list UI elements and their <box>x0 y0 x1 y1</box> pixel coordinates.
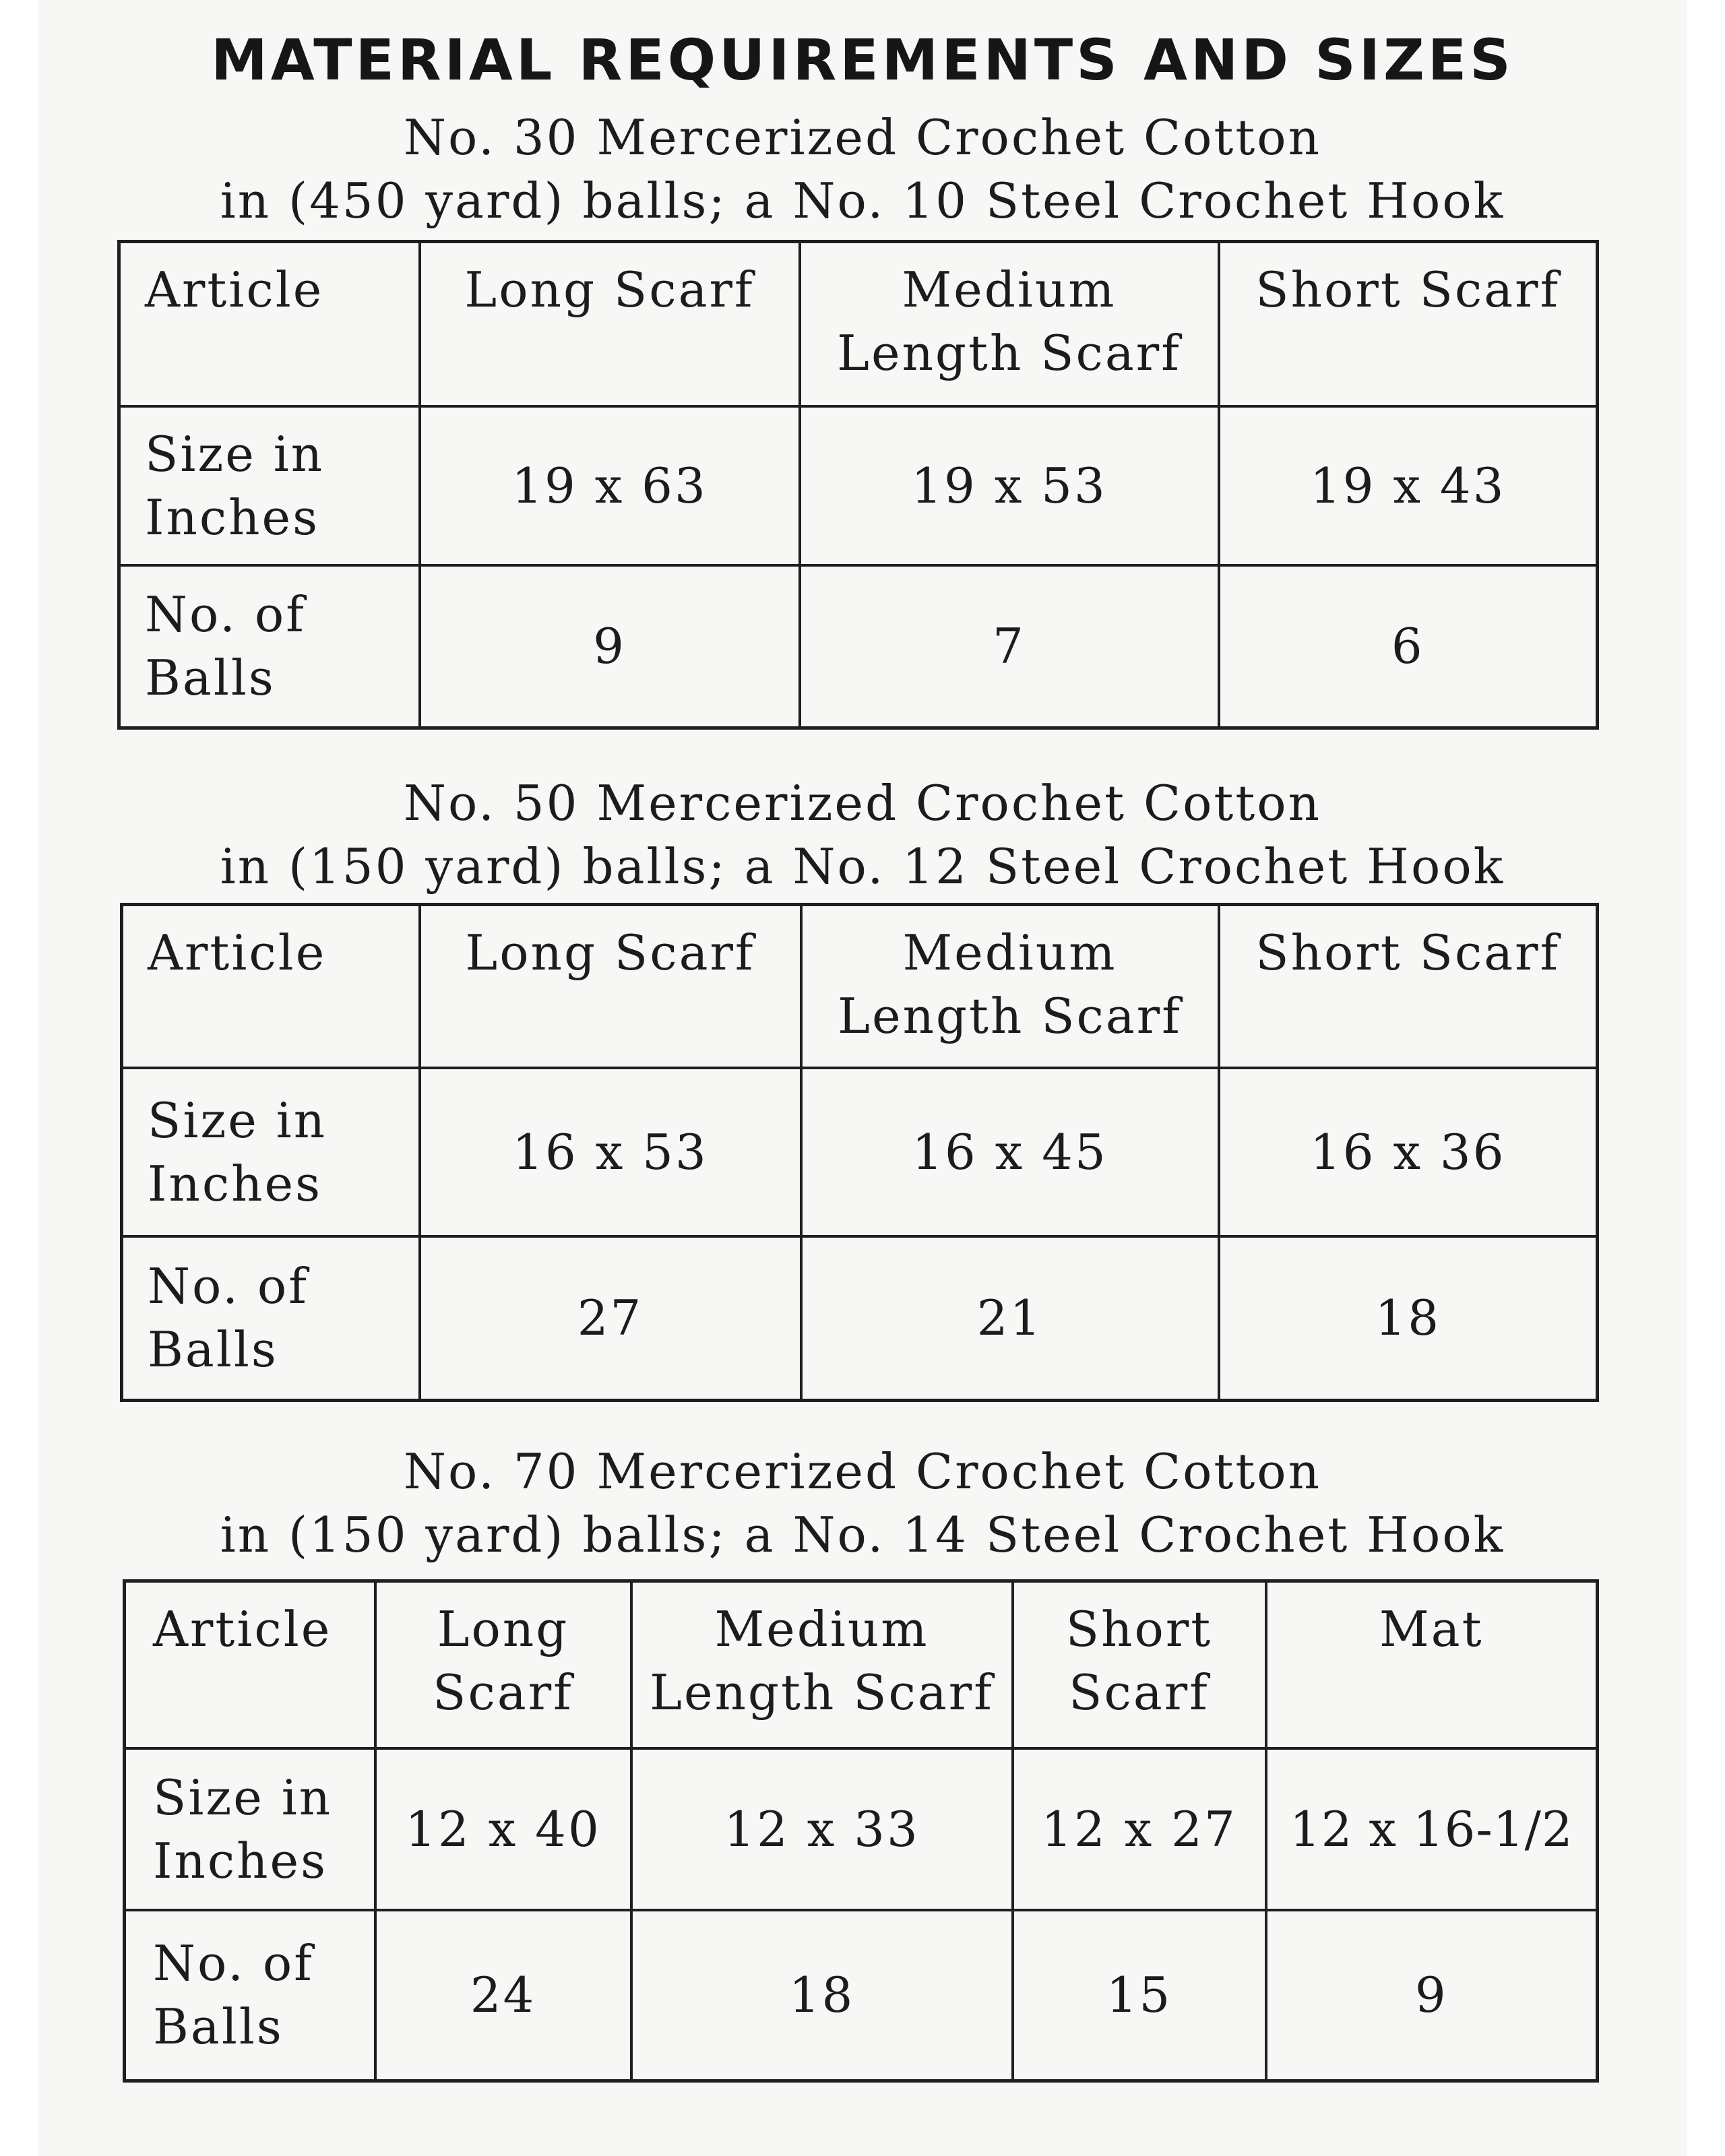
article-header: Article <box>122 905 420 1068</box>
table-row-size <box>119 406 1598 565</box>
section-3-requirements-table <box>123 1579 1599 2083</box>
size-row-label: Size in Inches <box>125 1748 375 1910</box>
table-row-size <box>122 1068 1598 1236</box>
size-cell: 19 x 43 <box>1219 406 1598 565</box>
balls-cell: 15 <box>1013 1910 1266 2081</box>
section-2-hook-spec: in (150 yard) balls; a No. 12 Steel Crochet Hook <box>220 838 1505 895</box>
table-row-balls <box>122 1236 1598 1401</box>
balls-cell: 6 <box>1219 565 1598 728</box>
section-3-thread-spec: No. 70 Mercerized Crochet Cotton <box>403 1443 1321 1500</box>
section-2-thread-spec: No. 50 Mercerized Crochet Cotton <box>403 775 1321 831</box>
balls-row-label: No. of Balls <box>122 1236 420 1401</box>
table-row-balls <box>125 1910 1598 2081</box>
size-cell: 16 x 36 <box>1219 1068 1598 1236</box>
column-header-long-scarf: Long Scarf <box>420 242 800 406</box>
size-cell: 12 x 40 <box>375 1748 631 1910</box>
article-header: Article <box>119 242 420 406</box>
size-cell: 12 x 16-1/2 <box>1266 1748 1598 1910</box>
balls-cell: 18 <box>1219 1236 1598 1401</box>
size-row-label: Size in Inches <box>119 406 420 565</box>
table-header-row <box>119 242 1598 406</box>
section-1-thread-spec: No. 30 Mercerized Crochet Cotton <box>403 109 1321 166</box>
balls-cell: 9 <box>420 565 800 728</box>
column-header-medium-length-scarf: Medium Length Scarf <box>801 905 1219 1068</box>
table-header-row <box>122 905 1598 1068</box>
section-3-hook-spec: in (150 yard) balls; a No. 14 Steel Crochet Hook <box>220 1507 1505 1563</box>
balls-cell: 27 <box>420 1236 801 1401</box>
column-header-medium-length-scarf: Medium Length Scarf <box>631 1581 1013 1748</box>
column-header-medium-length-scarf: Medium Length Scarf <box>800 242 1219 406</box>
balls-cell: 24 <box>375 1910 631 2081</box>
column-header-mat: Mat <box>1266 1581 1598 1748</box>
table-row-balls <box>119 565 1598 728</box>
column-header-long-scarf: Long Scarf <box>375 1581 631 1748</box>
table-header-row <box>125 1581 1598 1748</box>
section-1-hook-spec: in (450 yard) balls; a No. 10 Steel Crochet Hook <box>220 172 1505 229</box>
column-header-long-scarf: Long Scarf <box>420 905 801 1068</box>
size-cell: 12 x 27 <box>1013 1748 1266 1910</box>
balls-cell: 21 <box>801 1236 1219 1401</box>
balls-cell: 18 <box>631 1910 1013 2081</box>
table-row-size <box>125 1748 1598 1910</box>
balls-row-label: No. of Balls <box>119 565 420 728</box>
size-cell: 16 x 45 <box>801 1068 1219 1236</box>
article-header: Article <box>125 1581 375 1748</box>
section-1-requirements-table <box>117 240 1599 730</box>
balls-cell: 9 <box>1266 1910 1598 2081</box>
section-2-requirements-table <box>120 903 1599 1402</box>
size-cell: 12 x 33 <box>631 1748 1013 1910</box>
column-header-short-scarf: Short Scarf <box>1219 905 1598 1068</box>
balls-cell: 7 <box>800 565 1219 728</box>
page-title: MATERIAL REQUIREMENTS AND SIZES <box>211 27 1514 93</box>
size-cell: 16 x 53 <box>420 1068 801 1236</box>
column-header-short-scarf: Short Scarf <box>1219 242 1598 406</box>
size-cell: 19 x 63 <box>420 406 800 565</box>
column-header-short-scarf: Short Scarf <box>1013 1581 1266 1748</box>
balls-row-label: No. of Balls <box>125 1910 375 2081</box>
size-cell: 19 x 53 <box>800 406 1219 565</box>
size-row-label: Size in Inches <box>122 1068 420 1236</box>
